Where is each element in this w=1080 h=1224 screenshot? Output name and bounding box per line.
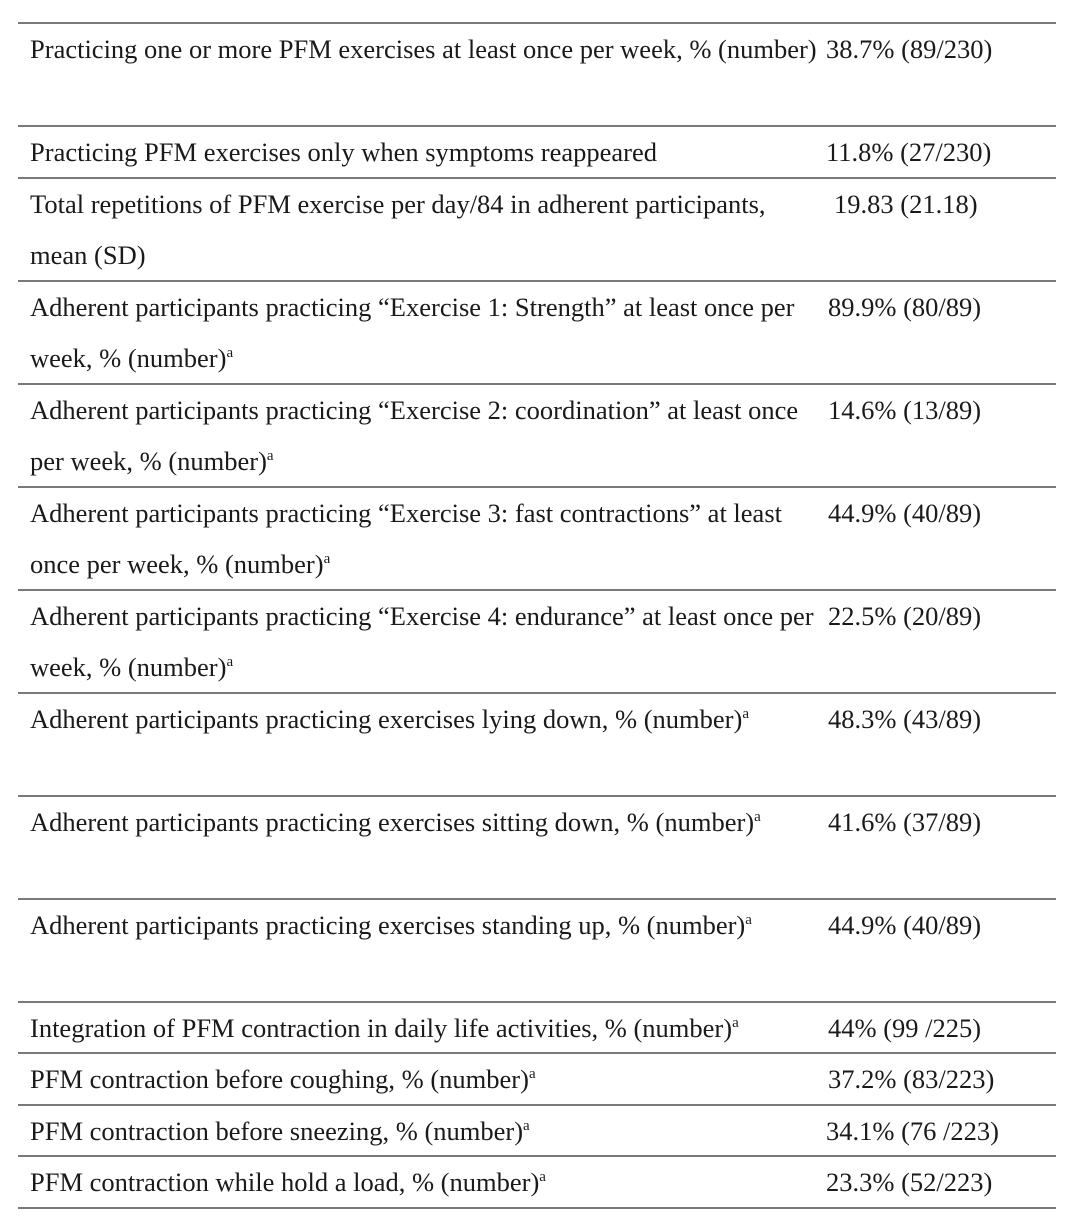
row-label: PFM contraction before sneezing, % (number)$^a$ [30, 1115, 530, 1146]
row-value: 23.3% (52/223) [826, 1167, 993, 1197]
row-value: 89.9% (80/89) [828, 291, 982, 322]
row-value: 41.6% (37/89) [828, 806, 982, 837]
table-row [18, 179, 1056, 282]
table-row [18, 1157, 1056, 1209]
table-row [18, 488, 1056, 591]
row-value: 37.2% (83/223) [828, 1064, 995, 1094]
table-row [18, 694, 1056, 797]
results-table [18, 22, 1056, 1209]
row-value: 19.83 (21.18) [834, 188, 978, 219]
row-value: 44% (99 /225) [828, 1012, 982, 1043]
row-label: Adherent participants practicing exercises standing up, % (number)$^a$ [30, 909, 752, 940]
row-label: Adherent participants practicing exercises sitting down, % (number)$^a$ [30, 806, 761, 837]
table-row [18, 282, 1056, 385]
row-label: Adherent participants practicing exercises lying down, % (number)$^a$ [30, 703, 749, 734]
table-row [18, 385, 1056, 488]
row-label: Practicing PFM exercises only when symptoms reappeared [30, 137, 658, 167]
row-value: 22.5% (20/89) [828, 600, 982, 631]
table-row [18, 1054, 1056, 1106]
row-label: Adherent participants practicing “Exercise 2: coordination” at least once per week, % (number)$^a$ [30, 394, 799, 476]
table-row [18, 797, 1056, 900]
table-row [18, 24, 1056, 127]
table-row [18, 127, 1056, 179]
row-value: 38.7% (89/230) [826, 34, 993, 64]
row-label: PFM contraction while hold a load, % (number)$^a$ [30, 1167, 546, 1197]
row-value: 48.3% (43/89) [828, 703, 982, 734]
table-row [18, 1106, 1056, 1158]
table-row [18, 591, 1056, 694]
row-value: 44.9% (40/89) [828, 497, 982, 528]
row-label: Adherent participants practicing “Exercise 1: Strength” at least once per week, % (number)$^a$ [30, 291, 795, 373]
row-label: Practicing one or more PFM exercises at least once per week, % (number) [30, 34, 817, 64]
row-value: 11.8% (27/230) [826, 137, 992, 167]
row-label: PFM contraction before coughing, % (number)$^a$ [30, 1064, 536, 1094]
row-label: Integration of PFM contraction in daily life activities, % (number)$^a$ [30, 1012, 739, 1043]
row-value: 44.9% (40/89) [828, 909, 982, 940]
table-row [18, 1003, 1056, 1055]
row-label: Adherent participants practicing “Exercise 3: fast contractions” at least once per week, % (number)$^a$ [30, 497, 782, 579]
row-value: 14.6% (13/89) [828, 394, 982, 425]
row-label: Total repetitions of PFM exercise per day/84 in adherent participants, mean (SD) [30, 188, 766, 270]
row-value: 34.1% (76 /223) [826, 1115, 999, 1146]
row-label: Adherent participants practicing “Exercise 4: endurance” at least once per week, % (number)$^a$ [30, 600, 814, 682]
table-row [18, 900, 1056, 1003]
